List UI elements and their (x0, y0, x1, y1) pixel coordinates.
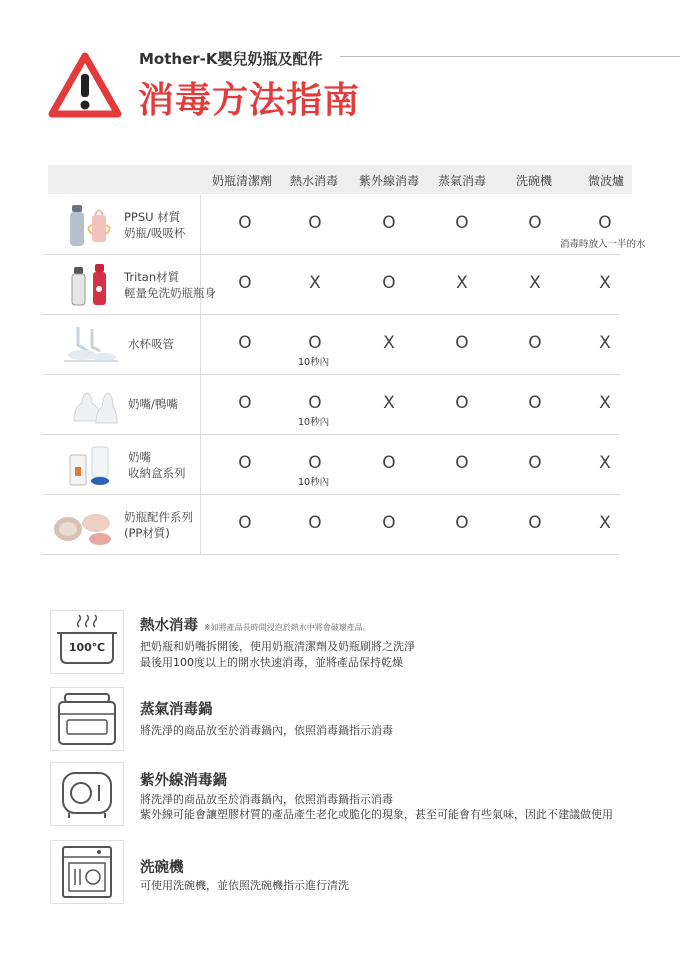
mark-r1-c3: X (456, 273, 468, 293)
steam-sterilizer-icon (51, 688, 123, 750)
hot-water-line2: 最後用100度以上的開水快速消毒，並將產品保持乾燥 (140, 656, 403, 669)
title-rule (340, 56, 680, 57)
nipple-icon (44, 381, 120, 429)
hot-water-title: 熱水消毒 ※如將產品長時間浸泡於熱水中將會破壞產品。 (140, 618, 371, 634)
mark-r2-c5: X (599, 333, 611, 353)
mark-r1-c5: X (599, 273, 611, 293)
row-label-line1: 奶嘴/鴨嘴 (128, 397, 178, 411)
dishwasher-title: 洗碗機 (140, 860, 184, 876)
mark-r5-c4: O (528, 513, 542, 533)
column-header-dishwasher: 洗碗機 (516, 174, 553, 188)
mark-r5-c3: O (455, 513, 469, 533)
mark-r0-c4: O (528, 213, 542, 233)
mark-r3-c3: O (455, 393, 469, 413)
column-header-detergent: 奶瓶清潔劑 (212, 174, 273, 188)
column-header-uv: 紫外線消毒 (359, 174, 420, 188)
mark-r2-c0: O (238, 333, 252, 353)
row-label-line2: 收納盒系列 (128, 466, 186, 480)
dishwasher-icon-box (50, 840, 124, 904)
mark-r0-c1: O (308, 213, 322, 233)
mark-r4-c3: O (455, 453, 469, 473)
mark-r3-c0: O (238, 393, 252, 413)
mark-note-r0: 消毒時放入一半的水 (560, 239, 646, 250)
dishwasher-line1: 可使用洗碗機，並依照洗碗機指示進行清洗 (140, 879, 349, 892)
mark-r3-c5: X (599, 393, 611, 413)
steam-line1: 將洗淨的商品放至於消毒鍋內，依照消毒鍋指示消毒 (140, 724, 393, 737)
mark-r1-c0: O (238, 273, 252, 293)
hot-water-icon-label: 100℃ (68, 641, 106, 654)
mark-r4-c5: X (599, 453, 611, 473)
row-label-line1: PPSU 材質 (124, 210, 181, 224)
mark-r0-c5: O (598, 213, 612, 233)
page-title: 消毒方法指南 (138, 80, 361, 121)
mark-r3-c4: O (528, 393, 542, 413)
mark-note-r2: 10秒內 (298, 357, 330, 368)
mark-r3-c1: O (308, 393, 322, 413)
mark-r2-c2: X (383, 333, 395, 353)
row-label-line1: 奶瓶配件系列 (124, 510, 193, 524)
hot-water-caution: ※如將產品長時間浸泡於熱水中將會破壞產品。 (204, 623, 371, 632)
hot-water-line1: 把奶瓶和奶嘴拆開後，使用奶瓶清潔劑及奶瓶刷將之洗淨 (140, 640, 415, 653)
warning-triangle-icon (48, 52, 122, 118)
mark-r0-c2: O (382, 213, 396, 233)
mark-r1-c4: X (529, 273, 541, 293)
mark-r5-c0: O (238, 513, 252, 533)
nipple-case-icon (44, 441, 120, 489)
accessories-icon (44, 501, 120, 549)
column-header-microwave: 微波爐 (588, 174, 625, 188)
mark-note-r4: 10秒內 (298, 477, 330, 488)
brand-line: Mother-K嬰兒奶瓶及配件 (139, 50, 323, 68)
mark-note-r3: 10秒內 (298, 417, 330, 428)
dishwasher-icon (51, 841, 123, 903)
steam-icon-box (50, 687, 124, 751)
ppsu-bottle-icon (44, 201, 120, 249)
mark-r2-c1: O (308, 333, 322, 353)
uv-sterilizer-icon (51, 763, 123, 825)
column-header-hot-water: 熱水消毒 (290, 174, 339, 188)
mark-r1-c2: O (382, 273, 396, 293)
mark-r5-c1: O (308, 513, 322, 533)
uv-title: 紫外線消毒鍋 (140, 773, 227, 789)
column-header-steam: 蒸氣消毒 (438, 174, 487, 188)
uv-line2: 紫外線可能會讓塑膠材質的產品產生老化或脆化的現象，甚至可能會有些氣味，因此不建議做使用 (140, 808, 613, 821)
mark-r0-c0: O (238, 213, 252, 233)
mark-r4-c0: O (238, 453, 252, 473)
mark-r4-c1: O (308, 453, 322, 473)
mark-r4-c4: O (528, 453, 542, 473)
row-label-line2: 輕量免洗奶瓶瓶身 (124, 286, 216, 300)
row-label-line2: (PP材質) (124, 526, 170, 540)
uv-line1: 將洗淨的商品放至於消毒鍋內，依照消毒鍋指示消毒 (140, 793, 393, 806)
tritan-bottle-icon (44, 261, 120, 309)
straw-icon (44, 321, 120, 369)
row-label-line1: 奶嘴 (128, 450, 151, 464)
mark-r5-c2: O (382, 513, 396, 533)
mark-r2-c3: O (455, 333, 469, 353)
steam-title: 蒸氣消毒鍋 (140, 702, 213, 718)
mark-r3-c2: X (383, 393, 395, 413)
hot-water-icon-box (50, 610, 124, 674)
uv-icon-box (50, 762, 124, 826)
mark-r5-c5: X (599, 513, 611, 533)
row-label-line1: Tritan材質 (124, 270, 180, 284)
mark-r2-c4: O (528, 333, 542, 353)
mark-r1-c1: X (309, 273, 321, 293)
mark-r4-c2: O (382, 453, 396, 473)
mark-r0-c3: O (455, 213, 469, 233)
row-label-line1: 水杯吸管 (128, 337, 174, 351)
row-label-line2: 奶瓶/吸吸杯 (124, 226, 186, 240)
